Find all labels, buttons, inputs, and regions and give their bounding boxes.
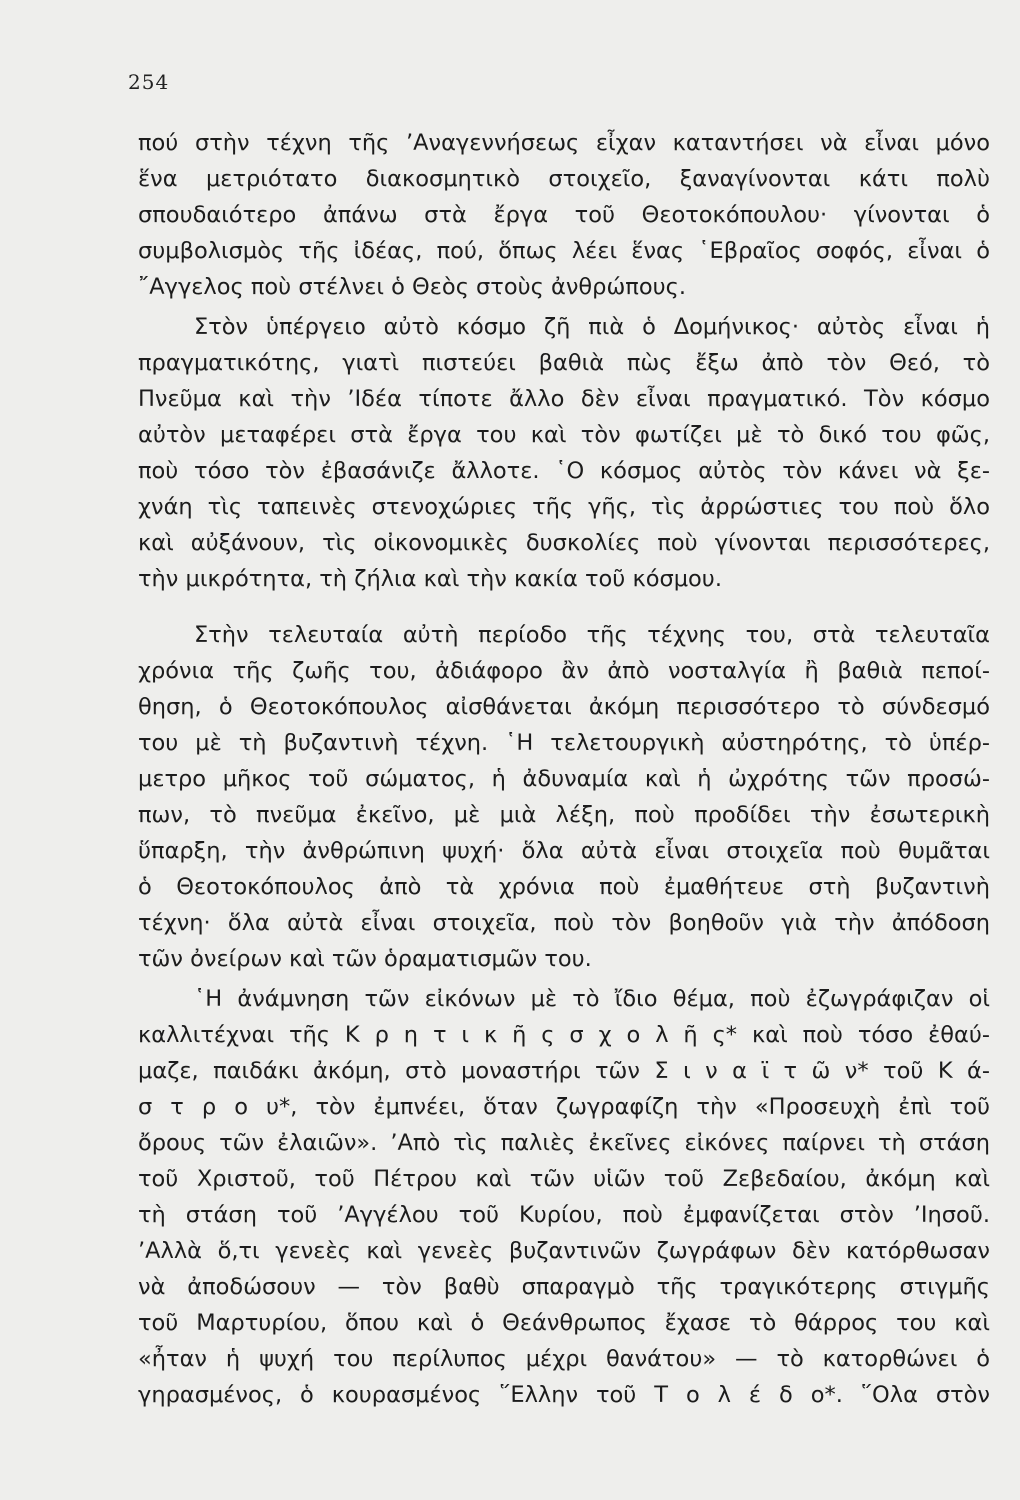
text-line: ’Αλλὰ ὅ,τι γενεὲς καὶ γενεὲς βυζαντινῶν ζωγράφων δὲν κατόρθωσαν (138, 1238, 990, 1264)
body-text (138, 125, 990, 1413)
text-line: Στὸν ὑπέργειο αὐτὸ κόσμο ζῆ πιὰ ὁ Δομήνικος· αὐτὸς εἶναι ἡ (194, 314, 990, 340)
text-line: ἕνα μετριότατο διακοσμητικὸ στοιχεῖο, ξαναγίνονται κάτι πολὺ (138, 166, 990, 192)
text-line: νὰ ἀποδώσουν — τὸν βαθὺ σπαραγμὸ τῆς τραγικότερης στιγμῆς (138, 1274, 990, 1300)
text-line: ῎Αγγελος ποὺ στέλνει ὁ Θεὸς στοὺς ἀνθρώπους. (138, 274, 686, 300)
text-line: τοῦ Μαρτυρίου, ὅπου καὶ ὁ Θεάνθρωπος ἔχασε τὸ θάρρος του καὶ (138, 1310, 990, 1336)
text-line: τὴ στάση τοῦ ’Αγγέλου τοῦ Κυρίου, ποὺ ἐμφανίζεται στὸν ’Ιησοῦ. (138, 1202, 990, 1228)
text-line: γηρασμένος, ὁ κουρασμένος ῞Ελλην τοῦ Τ ο λ έ δ ο*. ῞Ολα στὸν (138, 1382, 990, 1408)
text-line: σ τ ρ ο υ*, τὸν ἐμπνέει, ὅταν ζωγραφίζη τὴν «Προσευχὴ ἐπὶ τοῦ (138, 1094, 990, 1120)
text-line: Στὴν τελευταία αὐτὴ περίοδο τῆς τέχνης του, στὰ τελευταῖα (194, 622, 990, 648)
text-line: σπουδαιότερο ἀπάνω στὰ ἔργα τοῦ Θεοτοκόπουλου· γίνονται ὁ (138, 202, 990, 228)
paragraph-3 (138, 617, 990, 977)
text-line: μαζε, παιδάκι ἀκόμη, στὸ μοναστήρι τῶν Σ ι ν α ϊ τ ῶ ν* τοῦ Κ ά- (138, 1058, 990, 1084)
paragraph-4 (138, 981, 990, 1413)
text-line: τέχνη· ὅλα αὐτὰ εἶναι στοιχεῖα, ποὺ τὸν βοηθοῦν γιὰ τὴν ἀπόδοση (138, 910, 990, 936)
paragraph-1 (138, 125, 990, 305)
text-line: αὐτὸν μεταφέρει στὰ ἔργα του καὶ τὸν φωτίζει μὲ τὸ δικό του φῶς, (138, 422, 990, 448)
text-line: του μὲ τὴ βυζαντινὴ τέχνη. ῾Η τελετουργικὴ αὐστηρότης, τὸ ὑπέρ- (138, 730, 990, 756)
text-line: πων, τὸ πνεῦμα ἐκεῖνο, μὲ μιὰ λέξη, ποὺ προδίδει τὴν ἐσωτερικὴ (138, 802, 990, 828)
text-line: χρόνια τῆς ζωῆς του, ἀδιάφορο ἂν ἀπὸ νοσταλγία ἢ βαθιὰ πεποί- (138, 658, 990, 684)
text-line: Πνεῦμα καὶ τὴν ’Ιδέα τίποτε ἄλλο δὲν εἶναι πραγματικό. Τὸν κόσμο (138, 386, 990, 412)
text-line: ῾Η ἀνάμνηση τῶν εἰκόνων μὲ τὸ ἴδιο θέμα, ποὺ ἐζωγράφιζαν οἱ (194, 986, 990, 1012)
text-line: πραγματικότης, γιατὶ πιστεύει βαθιὰ πὼς ἔξω ἀπὸ τὸν Θεό, τὸ (138, 350, 990, 376)
text-line: ὕπαρξη, τὴν ἀνθρώπινη ψυχή· ὅλα αὐτὰ εἶναι στοιχεῖα ποὺ θυμᾶται (138, 838, 990, 864)
paragraph-2 (138, 309, 990, 597)
text-line: πού στὴν τέχνη τῆς ’Αναγεννήσεως εἶχαν καταντήσει νὰ εἶναι μόνο (138, 130, 990, 156)
text-line: ὄρους τῶν ἐλαιῶν». ’Απὸ τὶς παλιὲς ἐκεῖνες εἰκόνες παίρνει τὴ στάση (138, 1130, 990, 1156)
text-line: χνάη τὶς ταπεινὲς στενοχώριες τῆς γῆς, τὶς ἀρρώστιες του ποὺ ὅλο (138, 494, 990, 520)
text-line: καὶ αὐξάνουν, τὶς οἰκονομικὲς δυσκολίες ποὺ γίνονται περισσότερες, (138, 530, 990, 556)
text-line: θηση, ὁ Θεοτοκόπουλος αἰσθάνεται ἀκόμη περισσότερο τὸ σύνδεσμό (138, 694, 990, 720)
text-line: ποὺ τόσο τὸν ἐβασάνιζε ἄλλοτε. ῾Ο κόσμος αὐτὸς τὸν κάνει νὰ ξε- (138, 458, 990, 484)
text-line: ὁ Θεοτοκόπουλος ἀπὸ τὰ χρόνια ποὺ ἐμαθήτευε στὴ βυζαντινὴ (138, 874, 990, 900)
text-line: καλλιτέχναι τῆς Κ ρ η τ ι κ ῆ ς σ χ ο λ ῆ ς* καὶ ποὺ τόσο ἐθαύ- (138, 1022, 990, 1048)
text-line: μετρο μῆκος τοῦ σώματος, ἡ ἀδυναμία καὶ ἡ ὠχρότης τῶν προσώ- (138, 766, 990, 792)
page-number: 254 (128, 70, 170, 94)
text-line: «ἦταν ἡ ψυχή του περίλυπος μέχρι θανάτου» — τὸ κατορθώνει ὁ (138, 1346, 990, 1372)
text-line: τῶν ὀνείρων καὶ τῶν ὁραματισμῶν του. (138, 946, 592, 972)
text-line: τοῦ Χριστοῦ, τοῦ Πέτρου καὶ τῶν υἱῶν τοῦ Ζεβεδαίου, ἀκόμη καὶ (138, 1166, 990, 1192)
text-line: συμβολισμὸς τῆς ἰδέας, πού, ὅπως λέει ἕνας ῾Εβραῖος σοφός, εἶναι ὁ (138, 238, 990, 264)
text-line: τὴν μικρότητα, τὴ ζήλια καὶ τὴν κακία τοῦ κόσμου. (138, 566, 722, 592)
